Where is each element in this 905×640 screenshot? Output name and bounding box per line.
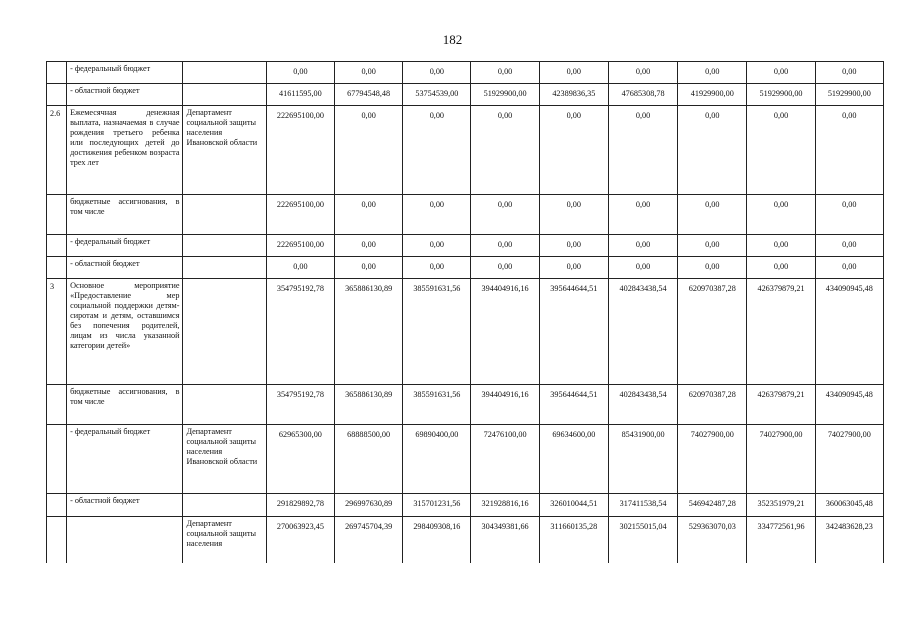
amount-cell: 317411538,54 <box>608 494 677 517</box>
amount-cell: 0,00 <box>747 235 815 257</box>
activity-name-cell <box>67 517 183 563</box>
executor-cell: Департамент социальной защиты населения <box>183 517 266 563</box>
amount-cell: 426379879,21 <box>747 385 815 425</box>
amount-cell: 41929900,00 <box>678 84 747 106</box>
amount-cell: 0,00 <box>471 235 539 257</box>
amount-cell: 51929900,00 <box>747 84 815 106</box>
amount-cell: 395644644,51 <box>539 279 608 385</box>
amount-cell: 0,00 <box>678 257 747 279</box>
amount-cell: 0,00 <box>335 106 403 195</box>
activity-name-cell: - федеральный бюджет <box>67 425 183 494</box>
amount-cell: 0,00 <box>747 257 815 279</box>
amount-cell: 354795192,78 <box>266 385 334 425</box>
row-number-cell <box>47 494 67 517</box>
amount-cell: 0,00 <box>403 257 471 279</box>
row-number-cell <box>47 84 67 106</box>
table-row <box>47 257 884 279</box>
amount-cell: 69890400,00 <box>403 425 471 494</box>
amount-cell: 0,00 <box>403 235 471 257</box>
amount-cell: 0,00 <box>608 62 677 84</box>
amount-cell: 0,00 <box>539 195 608 235</box>
amount-cell: 426379879,21 <box>747 279 815 385</box>
amount-cell: 41611595,00 <box>266 84 334 106</box>
amount-cell: 354795192,78 <box>266 279 334 385</box>
row-number-cell: 3 <box>47 279 67 385</box>
activity-name-cell: - областной бюджет <box>67 494 183 517</box>
amount-cell: 51929900,00 <box>471 84 539 106</box>
amount-cell: 394404916,16 <box>471 279 539 385</box>
executor-cell: Департамент социальной защиты населения Ивановской области <box>183 106 266 195</box>
amount-cell: 42389836,35 <box>539 84 608 106</box>
executor-cell <box>183 257 266 279</box>
executor-cell <box>183 235 266 257</box>
row-number-cell <box>47 517 67 563</box>
amount-cell: 546942487,28 <box>678 494 747 517</box>
amount-cell: 269745704,39 <box>335 517 403 563</box>
amount-cell: 352351979,21 <box>747 494 815 517</box>
amount-cell: 302155015,04 <box>608 517 677 563</box>
executor-cell <box>183 279 266 385</box>
activity-name-cell: бюджетные ассигнования, в том числе <box>67 385 183 425</box>
activity-name-cell: - федеральный бюджет <box>67 235 183 257</box>
amount-cell: 620970387,28 <box>678 385 747 425</box>
activity-name-cell: Ежемесячная денежная выплата, назначаемая в случае рождения третьего ребенка или последующих детей до достижения ребенком возраста трех лет <box>67 106 183 195</box>
amount-cell: 67794548,48 <box>335 84 403 106</box>
table-row <box>47 279 884 385</box>
amount-cell: 0,00 <box>539 235 608 257</box>
amount-cell: 402843438,54 <box>608 385 677 425</box>
amount-cell: 0,00 <box>678 106 747 195</box>
amount-cell: 394404916,16 <box>471 385 539 425</box>
amount-cell: 0,00 <box>266 257 334 279</box>
amount-cell: 0,00 <box>608 235 677 257</box>
amount-cell: 53754539,00 <box>403 84 471 106</box>
table-row <box>47 62 884 84</box>
amount-cell: 0,00 <box>815 106 883 195</box>
amount-cell: 434090945,48 <box>815 385 883 425</box>
activity-name-cell: Основное мероприятие «Предоставление мер социальной поддержки детям-сиротам и детям, оставшимся без попечения родителей, лицам из числа указанной категории детей» <box>67 279 183 385</box>
amount-cell: 0,00 <box>815 257 883 279</box>
amount-cell: 85431900,00 <box>608 425 677 494</box>
amount-cell: 0,00 <box>608 106 677 195</box>
amount-cell: 0,00 <box>335 62 403 84</box>
amount-cell: 0,00 <box>539 257 608 279</box>
amount-cell: 311660135,28 <box>539 517 608 563</box>
table-row <box>47 195 884 235</box>
executor-cell <box>183 62 266 84</box>
amount-cell: 0,00 <box>608 195 677 235</box>
amount-cell: 0,00 <box>335 235 403 257</box>
amount-cell: 0,00 <box>678 195 747 235</box>
amount-cell: 47685308,78 <box>608 84 677 106</box>
row-number-cell: 2.6 <box>47 106 67 195</box>
amount-cell: 0,00 <box>471 257 539 279</box>
amount-cell: 270063923,45 <box>266 517 334 563</box>
amount-cell: 0,00 <box>471 62 539 84</box>
amount-cell: 321928816,16 <box>471 494 539 517</box>
executor-cell <box>183 385 266 425</box>
amount-cell: 74027900,00 <box>815 425 883 494</box>
amount-cell: 74027900,00 <box>678 425 747 494</box>
amount-cell: 0,00 <box>678 62 747 84</box>
amount-cell: 68888500,00 <box>335 425 403 494</box>
activity-name-cell: бюджетные ассигнования, в том числе <box>67 195 183 235</box>
amount-cell: 0,00 <box>403 106 471 195</box>
amount-cell: 365886130,89 <box>335 385 403 425</box>
amount-cell: 0,00 <box>608 257 677 279</box>
amount-cell: 304349381,66 <box>471 517 539 563</box>
budget-table <box>46 61 884 563</box>
row-number-cell <box>47 62 67 84</box>
activity-name-cell: - федеральный бюджет <box>67 62 183 84</box>
table-row <box>47 425 884 494</box>
amount-cell: 0,00 <box>747 106 815 195</box>
table-row <box>47 385 884 425</box>
activity-name-cell: - областной бюджет <box>67 84 183 106</box>
table-row <box>47 235 884 257</box>
page-number: 182 <box>442 32 463 47</box>
amount-cell: 342483628,23 <box>815 517 883 563</box>
table-row <box>47 494 884 517</box>
amount-cell: 298409308,16 <box>403 517 471 563</box>
activity-name-cell: - областной бюджет <box>67 257 183 279</box>
amount-cell: 0,00 <box>747 195 815 235</box>
amount-cell: 0,00 <box>678 235 747 257</box>
executor-cell <box>183 84 266 106</box>
amount-cell: 62965300,00 <box>266 425 334 494</box>
amount-cell: 0,00 <box>747 62 815 84</box>
amount-cell: 0,00 <box>815 195 883 235</box>
amount-cell: 222695100,00 <box>266 106 334 195</box>
table-row <box>47 106 884 195</box>
amount-cell: 334772561,96 <box>747 517 815 563</box>
amount-cell: 74027900,00 <box>747 425 815 494</box>
amount-cell: 0,00 <box>471 106 539 195</box>
table-row <box>47 84 884 106</box>
executor-cell <box>183 195 266 235</box>
amount-cell: 291829892,78 <box>266 494 334 517</box>
row-number-cell <box>47 385 67 425</box>
amount-cell: 0,00 <box>335 195 403 235</box>
table-row <box>47 517 884 563</box>
amount-cell: 360063045,48 <box>815 494 883 517</box>
amount-cell: 0,00 <box>815 62 883 84</box>
executor-cell <box>183 494 266 517</box>
amount-cell: 529363070,03 <box>678 517 747 563</box>
row-number-cell <box>47 195 67 235</box>
amount-cell: 365886130,89 <box>335 279 403 385</box>
amount-cell: 385591631,56 <box>403 385 471 425</box>
amount-cell: 222695100,00 <box>266 195 334 235</box>
amount-cell: 0,00 <box>403 62 471 84</box>
amount-cell: 385591631,56 <box>403 279 471 385</box>
amount-cell: 434090945,48 <box>815 279 883 385</box>
amount-cell: 69634600,00 <box>539 425 608 494</box>
amount-cell: 315701231,56 <box>403 494 471 517</box>
amount-cell: 0,00 <box>539 62 608 84</box>
amount-cell: 0,00 <box>335 257 403 279</box>
amount-cell: 0,00 <box>266 62 334 84</box>
amount-cell: 0,00 <box>815 235 883 257</box>
amount-cell: 395644644,51 <box>539 385 608 425</box>
amount-cell: 0,00 <box>403 195 471 235</box>
amount-cell: 72476100,00 <box>471 425 539 494</box>
amount-cell: 326010044,51 <box>539 494 608 517</box>
amount-cell: 296997630,89 <box>335 494 403 517</box>
row-number-cell <box>47 235 67 257</box>
row-number-cell <box>47 257 67 279</box>
amount-cell: 620970387,28 <box>678 279 747 385</box>
executor-cell: Департамент социальной защиты населения Ивановской области <box>183 425 266 494</box>
amount-cell: 0,00 <box>471 195 539 235</box>
amount-cell: 222695100,00 <box>266 235 334 257</box>
row-number-cell <box>47 425 67 494</box>
amount-cell: 402843438,54 <box>608 279 677 385</box>
amount-cell: 0,00 <box>539 106 608 195</box>
amount-cell: 51929900,00 <box>815 84 883 106</box>
